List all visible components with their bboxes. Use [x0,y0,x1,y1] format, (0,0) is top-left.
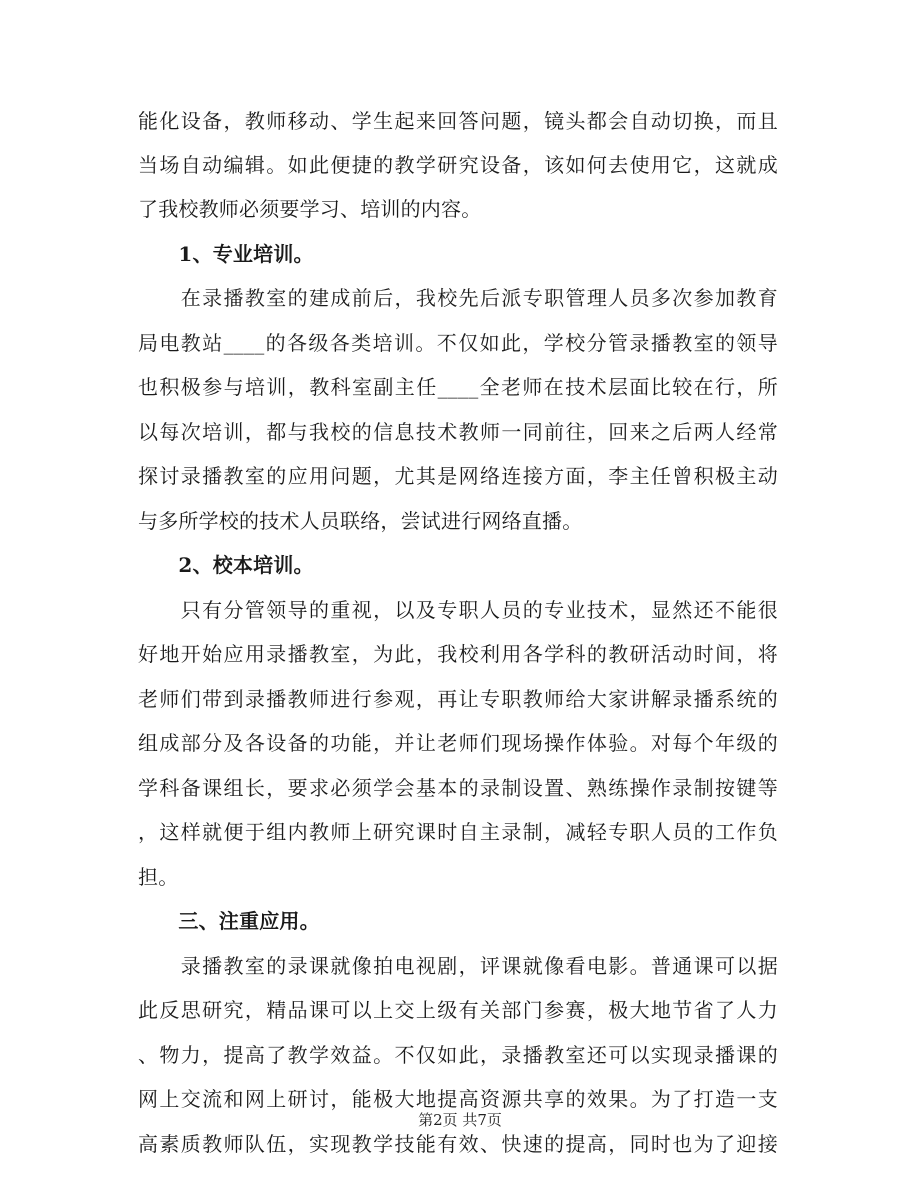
text-line: 以每次培训，都与我校的信息技术教师一同前往，回来之后两人经常 [138,420,778,444]
text-line: 局电教站____的各级各类培训。不仅如此，学校分管录播教室的领导 [138,331,778,355]
text-line: 录播教室的录课就像拍电视剧，评课就像看电影。普通课可以据 [138,954,778,978]
text-line: 组成部分及各设备的功能，并让老师们现场操作体验。对每个年级的 [138,731,778,755]
text-line: 与多所学校的技术人员联络，尝试进行网络直播。 [138,509,583,533]
text-line: 只有分管领导的重视，以及专职人员的专业技术，显然还不能很 [138,598,778,622]
text-line: 了我校教师必须要学习、培训的内容。 [138,197,482,221]
text-line: 担。 [138,865,179,889]
text-line: 老师们带到录播教师进行参观，再让专职教师给大家讲解录播系统的 [138,687,778,711]
text-line: 也积极参与培训，教科室副主任____全老师在技术层面比较在行，所 [138,375,778,399]
text-line: 能化设备，教师移动、学生起来回答问题，镜头都会自动切换，而且 [138,109,778,133]
section-heading: 三、注重应用。 [138,909,320,933]
text-line: 、物力，提高了教学效益。不仅如此，录播教室还可以实现录播课的 [138,1043,778,1067]
text-line: 高素质教师队伍，实现教学技能有效、快速的提高，同时也为了迎接 [138,1132,778,1156]
text-line: 在录播教室的建成前后，我校先后派专职管理人员多次参加教育 [138,286,778,310]
text-line: 当场自动编辑。如此便捷的教学研究设备，该如何去使用它，这就成 [138,153,778,177]
text-line: ，这样就便于组内教师上研究课时自主录制，减轻专职人员的工作负 [138,820,778,844]
text-line: 探讨录播教室的应用问题，尤其是网络连接方面，李主任曾积极主动 [138,464,778,488]
text-line: 此反思研究，精品课可以上交上级有关部门参赛，极大地节省了人力 [138,998,778,1022]
section-heading: 1、专业培训。 [138,242,314,266]
page-number-footer: 第2页 共7页 [418,1111,502,1129]
text-line: 网上交流和网上研讨，能极大地提高资源共享的效果。为了打造一支 [138,1087,778,1111]
text-line: 学科备课组长，要求必须学会基本的录制设置、熟练操作录制按键等 [138,776,778,800]
text-line: 好地开始应用录播教室，为此，我校利用各学科的教研活动时间，将 [138,642,778,666]
section-heading: 2、校本培训。 [138,553,314,577]
